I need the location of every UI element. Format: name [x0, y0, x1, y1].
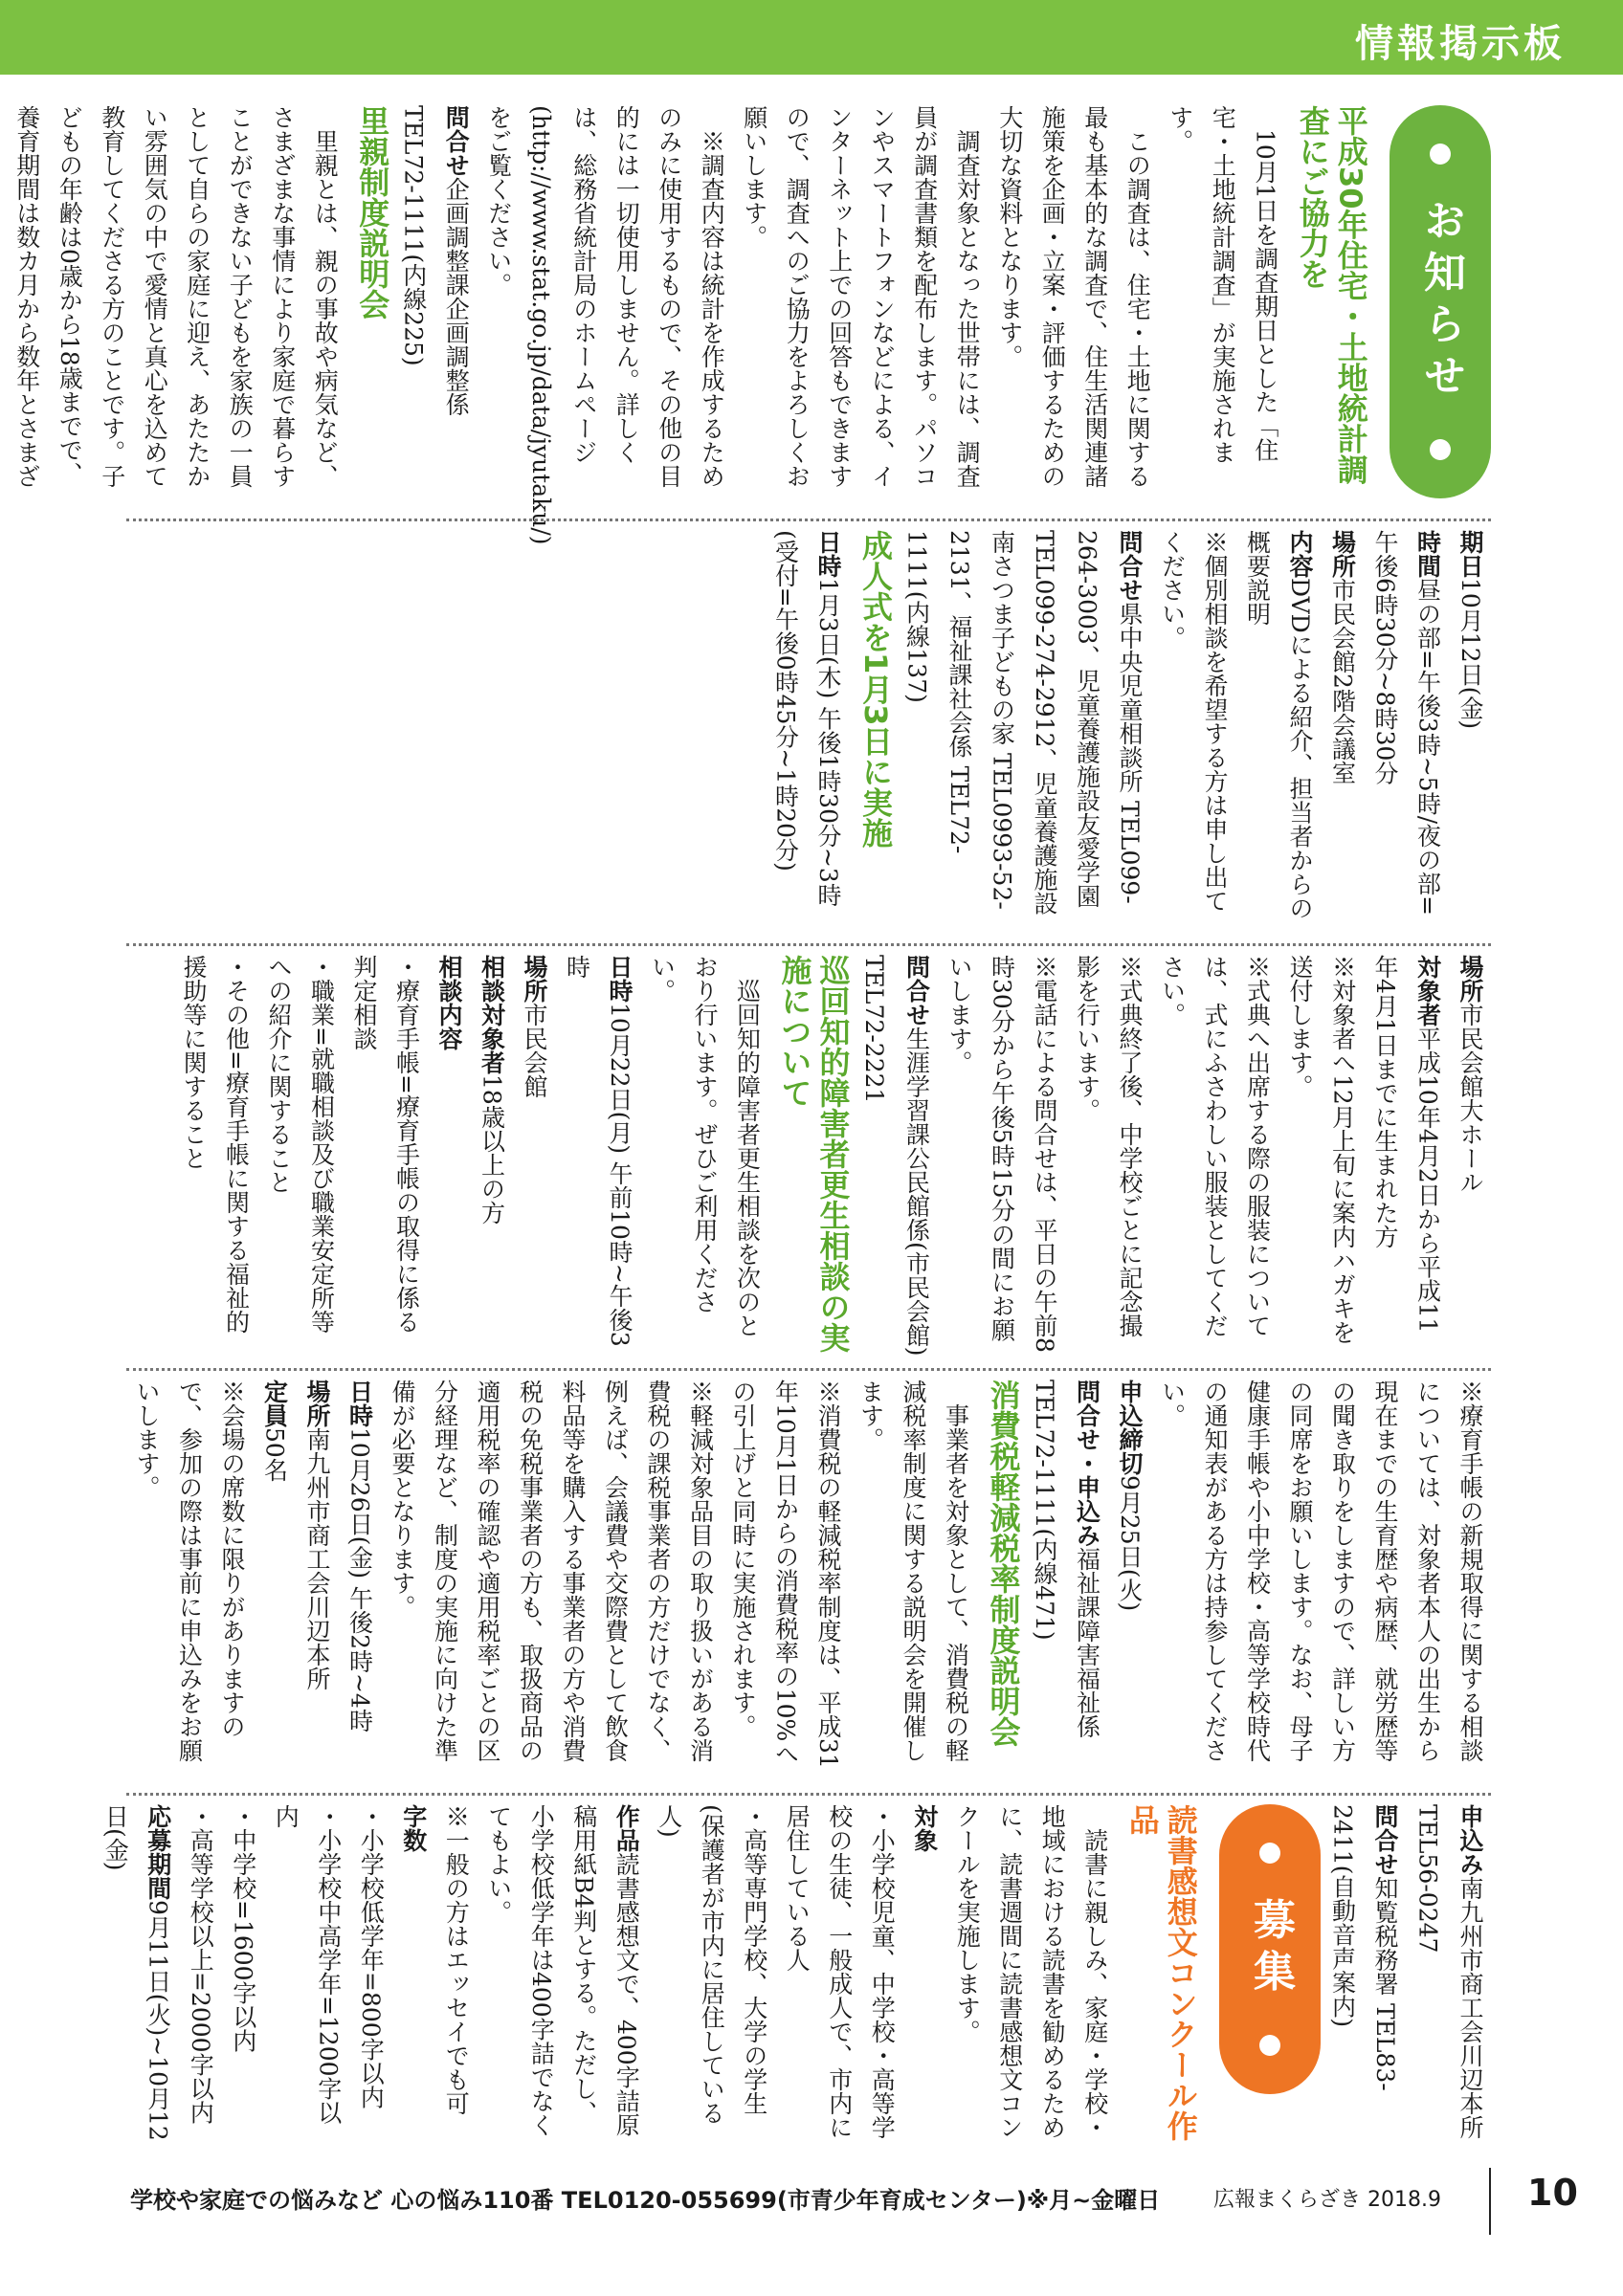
- detail-row: 期日10月12日(金): [1456, 530, 1484, 730]
- page-title: 情報掲示板: [1355, 22, 1566, 66]
- band-3: [126, 955, 1491, 1357]
- seijin-title: 成人式を1月3日に実施: [857, 530, 894, 849]
- band-1: [12, 105, 1491, 545]
- seijin-note: ※対象者へ12月上旬に案内ハガキを送付します。: [1286, 955, 1357, 1344]
- band-4: [126, 1380, 1491, 1781]
- detail-row: 定員50名: [260, 1380, 289, 1482]
- essay-work: 作品読書感想文で、400字詰原稿用紙B4判とする。ただし、小学校低学年は400字詰でなくてもよい。: [484, 1804, 641, 2137]
- notice-board: [12, 105, 1491, 2143]
- seijin-note: ※電話による問合せは、平日の午前8時30分から午後5時15分の間にお願いします。: [945, 955, 1058, 1353]
- section-divider: [126, 1793, 1491, 1796]
- bullet-dot-icon: [1259, 1843, 1280, 1864]
- survey-note: ※調査内容は統計を作成するためのみに使用するもので、その他の目的には一切使用しません。詳しくは、総務省統計局のホームページ(http://www.stat.go.jp/data/jyutaku/)をご覧ください。: [484, 105, 726, 545]
- seijin-note: ※式典へ出席する際の服装については、式にふさわしい服装としてください。: [1158, 955, 1272, 1337]
- seijin-note: ※式典終了後、中学校ごとに記念撮影を行います。: [1073, 955, 1144, 1337]
- footer: [0, 2162, 1623, 2296]
- detail-row: 内容DVDによる紹介、担当者からの概要説明: [1243, 530, 1314, 920]
- tax-note: ※消費税の軽減税率制度は、平成31年10月1日からの消費税率の10%への引上げと同時に実施されます。: [729, 1380, 842, 1769]
- section-divider: [126, 943, 1491, 946]
- detail-row: 日時1月3日(木) 午後1時30分~3時(受付=午後0時45分~1時20分): [771, 530, 842, 907]
- essay-title: 読書感想文コンクール作品: [1123, 1804, 1199, 2141]
- detail-row: 相談対象者18歳以上の方: [478, 955, 506, 1225]
- list-item: ・中学校=1600字以内: [229, 1804, 257, 2053]
- survey-contact: 問合せ企画調整課企画調整係 TEL72-1111(内線225): [399, 105, 471, 416]
- band-3-text: [126, 955, 1491, 1357]
- detail-row: 場所市民会館2階会議室: [1328, 530, 1357, 784]
- survey-title: 平成30年住宅・土地統計調査にご協力を: [1294, 105, 1369, 485]
- survey-para: 調査対象となった世帯には、調査員が調査書類を配布します。パソコンやスマートフォンなどによる、インターネット上での回答もできますので、調査へのご協力をよろしくお願いします。: [740, 105, 982, 488]
- list-item: ・小学校中高学年=1200字以内: [272, 1804, 343, 2125]
- hotline-text: 学校や家庭での悩みなど 心の悩み110番 TEL0120-055699(市青少年育成センター)※月~金曜日: [130, 2187, 1161, 2214]
- junkai-note: ※療育手帳の新規取得に関する相談については、対象者本人の出生から現在までの生育歴や病歴、就労歴等の聞き取りをしますので、詳しい方の同席をお願いします。なお、母子健康手帳や小中学校・高等学校時代の通知表がある方は持参してください。: [1158, 1380, 1484, 1762]
- essay-work-note: ※一般の方はエッセイでも可: [442, 1804, 471, 2115]
- band-5: [101, 1804, 1491, 2143]
- detail-row: 対象者平成10年4月2日から平成11年4月1日までに生まれた方: [1371, 955, 1442, 1334]
- junkai-contact: 問合せ・申込み福祉課障害福祉係 TEL72-1111(内線471): [1031, 1380, 1101, 1738]
- list-item: ・高等学校以上=2000字以内: [187, 1804, 215, 2125]
- notices-badge: お知らせ: [1390, 105, 1491, 498]
- tax-contact: 問合せ知覧税務署 TEL83-2411(自動音声案内): [1328, 1804, 1399, 2091]
- recruit-badge: 募集: [1219, 1804, 1321, 2094]
- tax-note: ※軽減対象品目の取り扱いがある消費税の課税事業者の方だけでなく、例えば、会議費や交際費として飲食料品等を購入する事業者の方や消費税の免税事業者の方も、取扱商品の適用税率の確認や適用税率ごとの区分経理など、制度の実施に向けた準備が必要となります。: [389, 1380, 715, 1762]
- list-item: ・小学校低学年=800字以内: [357, 1804, 386, 2109]
- foster-note: ※個別相談を希望する方は申し出てください。: [1158, 530, 1229, 913]
- tax-para: 事業者を対象として、消費税の軽減税率制度に関する説明会を開催します。: [856, 1380, 970, 1762]
- essay-para: 読書に親しみ、家庭・学校・地域における読書を勧めるために、読書週間に読書感想文コンクールを実施します。: [953, 1804, 1109, 2139]
- tax-seat-note: ※会場の席数に限りがありますので、参加の際は事前に申込みをお願いします。: [133, 1380, 246, 1762]
- detail-row: 場所市民会館: [521, 955, 548, 1098]
- essay-target-label: 対象: [910, 1804, 939, 1852]
- header-bar: [0, 0, 1623, 75]
- list-item: ・高等専門学校、大学の学生(保護者が市内に居住している人): [655, 1804, 768, 2125]
- list-item: ・その他=療育手帳に関する福祉的援助等に関すること: [180, 955, 251, 1334]
- list-item: ・小学校児童、中学校・高等学校の生徒、一般成人で、市内に居住している人: [783, 1804, 897, 2139]
- survey-para: この調査は、住宅・土地に関する最も基本的な調査で、住生活関連諸施策を企画・立案・評価するための大切な資料となります。: [995, 105, 1152, 488]
- section-divider: [126, 519, 1491, 521]
- band-5-text: [101, 1804, 1491, 2143]
- bullet-dot-icon: [1430, 144, 1451, 165]
- band-2-text: [126, 530, 1491, 932]
- contact-label: 問合せ: [442, 105, 471, 177]
- essay-period: 応募期間9月11日(火)~10月12日(金): [101, 1804, 172, 2141]
- detail-row: 相談内容: [435, 955, 463, 1050]
- junkai-deadline: 申込締切9月25日(火): [1116, 1380, 1144, 1612]
- bullet-dot-icon: [1259, 2035, 1280, 2056]
- foster-para: 里親とは、親の事故や病気など、さまざまな事情により家庭で暮らすことができない子どもを家族の一員として自らの家庭に迎え、あたたかい雰囲気の中で愛情と真心を込めて教育してくださる方のことです。子どもの年齢は0歳から18歳までで、養育期間は数カ月から数年とさまざ: [12, 105, 340, 488]
- page-number: 10: [1527, 2172, 1578, 2214]
- detail-row: 日時10月26日(金) 午後2時~4時: [345, 1380, 374, 1733]
- band-2: [126, 530, 1491, 932]
- detail-row: 日時10月22日(月) 午前10時~午後3時: [563, 955, 634, 1347]
- survey-para: 10月1日を調査期日とした「住宅・土地統計調査」が実施されます。: [1166, 105, 1279, 464]
- detail-row: 場所市民会館大ホール: [1456, 955, 1484, 1194]
- foster-title: 里親制度説明会: [354, 105, 391, 320]
- junkai-title: 巡回知的障害者更生相談の実施について: [776, 955, 852, 1353]
- band-1-text: [12, 105, 1491, 545]
- publication-name: 広報まくらざき 2018.9: [1213, 2188, 1441, 2212]
- foster-contact: 問合せ県中央児童相談所 TEL099-264-3003、児童養護施設友愛学園 TEL099-274-2912、児童養護施設南さつま子どもの家 TEL0993-52-2131、福祉課社会係 TEL72-1111(内線137): [902, 530, 1144, 916]
- bullet-dot-icon: [1430, 439, 1451, 460]
- tax-title: 消費税軽減税率制度説明会: [985, 1380, 1022, 1747]
- band-4-text: [126, 1380, 1491, 1781]
- footer-divider: [1489, 2168, 1491, 2235]
- list-item: ・職業=就職相談及び職業安定所等への紹介に関すること: [265, 955, 336, 1334]
- essay-count-label: 字数: [399, 1804, 428, 1852]
- list-item: ・療育手帳=療育手帳の取得に係る判定相談: [350, 955, 421, 1334]
- section-divider: [126, 1368, 1491, 1371]
- tax-apply: 申込み南九州市商工会川辺本所 TEL56-0247: [1413, 1804, 1484, 2139]
- junkai-para: 巡回知的障害者更生相談を次のとおり行います。ぜひご利用ください。: [648, 955, 762, 1337]
- detail-row: 時間昼の部=午後3時~5時/夜の部=午後6時30分~8時30分: [1371, 530, 1442, 916]
- seijin-contact: 問合せ生涯学習課公民館係(市民会館) TEL72-2221: [860, 955, 931, 1357]
- detail-row: 場所南九州市商工会川辺本所: [303, 1380, 331, 1690]
